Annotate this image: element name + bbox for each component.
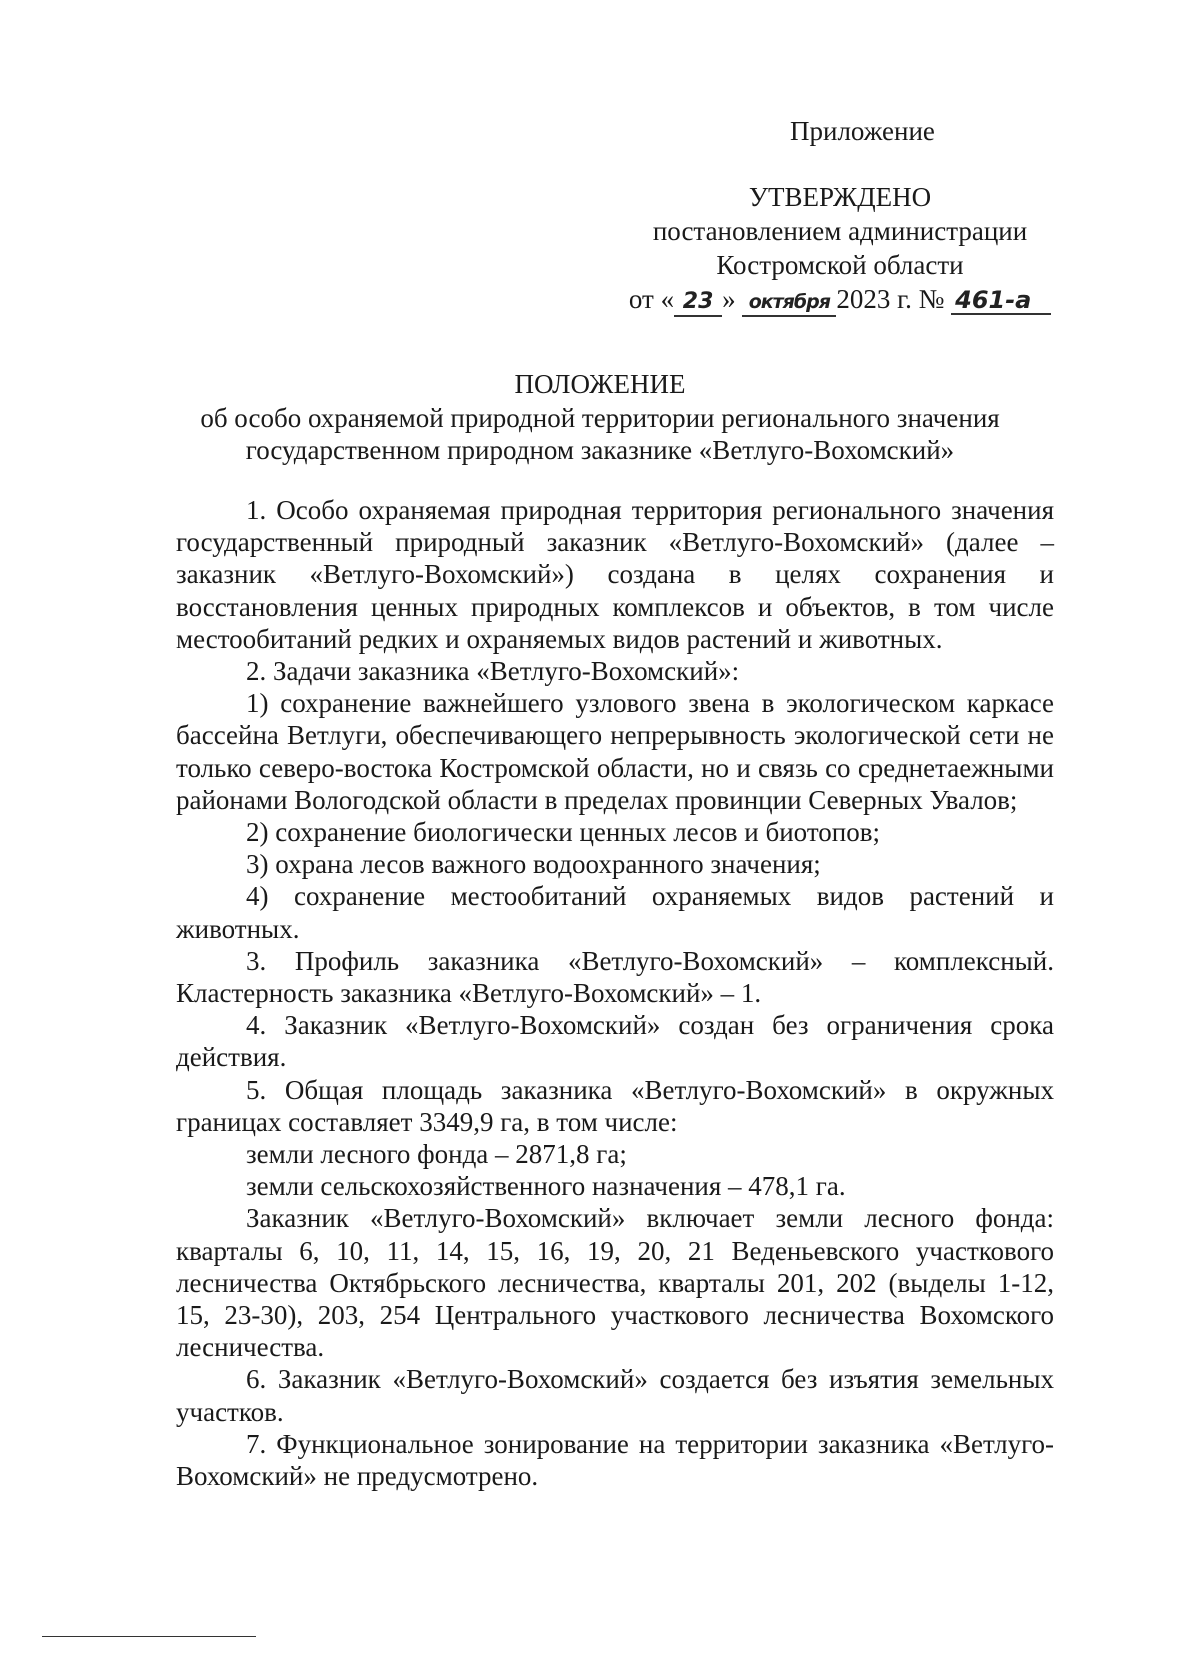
date-year: 2023 г. № — [836, 284, 945, 314]
paragraph-5: 5. Общая площадь заказника «Ветлуго-Вохомский» в окружных границах составляет 3349,9 га, в том числе: — [176, 1074, 1054, 1137]
approval-date-line — [560, 282, 1120, 317]
document-subtitle-line2: государственном природном заказнике «Ветлуго-Вохомский» — [245, 435, 955, 465]
paragraph-task-2: 2) сохранение биологически ценных лесов и биотопов; — [246, 817, 880, 848]
document-title-block — [160, 368, 1040, 466]
handwritten-day: 23 — [674, 289, 722, 317]
document-body — [176, 494, 1054, 1492]
approval-block — [560, 180, 1120, 317]
paragraph-1: 1. Особо охраняемая природная территория регионального значения государственный природный заказник «Ветлуго-Вохомский» (далее – заказник «Ветлуго-Вохомский») создана в целях сохранения и восстановления ценных природных комплексов и объектов, в том числе местообитаний редких и охраняемых видов растений и животных. — [176, 495, 1054, 654]
handwritten-doc-number: 461-а — [951, 287, 1051, 315]
approved-heading: УТВЕРЖДЕНО — [748, 182, 932, 212]
footnote-separator — [42, 1636, 256, 1637]
approved-by-line1: постановлением администрации — [652, 216, 1028, 246]
paragraph-land-composition: Заказник «Ветлуго-Вохомский» включает земли лесного фонда: кварталы 6, 10, 11, 14, 15, 16, 19, 20, 21 Веденьевского участкового лесничества Октябрьского лесничества, кварталы 201, 202 (выделы 1-12, 15, 23-30), 203, 254 Центрального участкового лесничества Вохомского лесничества. — [176, 1203, 1054, 1363]
date-prefix: от « — [628, 284, 675, 314]
appendix-label: Приложение — [790, 116, 935, 146]
paragraph-6: 6. Заказник «Ветлуго-Вохомский» создается без изъятия земельных участков. — [176, 1364, 1054, 1427]
paragraph-7: 7. Функциональное зонирование на территории заказника «Ветлуго-Вохомский» не предусмотрено. — [176, 1428, 1054, 1492]
paragraph-task-3: 3) охрана лесов важного водоохранного значения; — [246, 849, 821, 880]
paragraph-3: 3. Профиль заказника «Ветлуго-Вохомский» – комплексный. Кластерность заказника «Ветлуго-Вохомский» – 1. — [176, 945, 1054, 1009]
paragraph-agricultural-land: земли сельскохозяйственного назначения – 478,1 га. — [246, 1171, 846, 1202]
paragraph-task-4: 4) сохранение местообитаний охраняемых видов растений и животных. — [176, 881, 1054, 944]
handwritten-month: октября — [742, 289, 836, 317]
date-mid: » — [722, 284, 736, 314]
paragraph-2: 2. Задачи заказника «Ветлуго-Вохомский»: — [246, 656, 740, 687]
paragraph-4: 4. Заказник «Ветлуго-Вохомский» создан без ограничения срока действия. — [176, 1010, 1054, 1073]
paragraph-forest-land: земли лесного фонда – 2871,8 га; — [246, 1139, 627, 1170]
approved-by-line2: Костромской области — [716, 250, 964, 280]
paragraph-task-1: 1) сохранение важнейшего узлового звена в экологическом каркасе бассейна Ветлуги, обеспечивающего непрерывность экологической сети не только северо-востока Костромской области, но и связь со среднетаежными районами Вологодской области в пределах провинции Северных Увалов; — [176, 688, 1054, 815]
document-title: ПОЛОЖЕНИЕ — [514, 369, 686, 399]
document-subtitle-line1: об особо охраняемой природной территории регионального значения — [200, 403, 1000, 433]
